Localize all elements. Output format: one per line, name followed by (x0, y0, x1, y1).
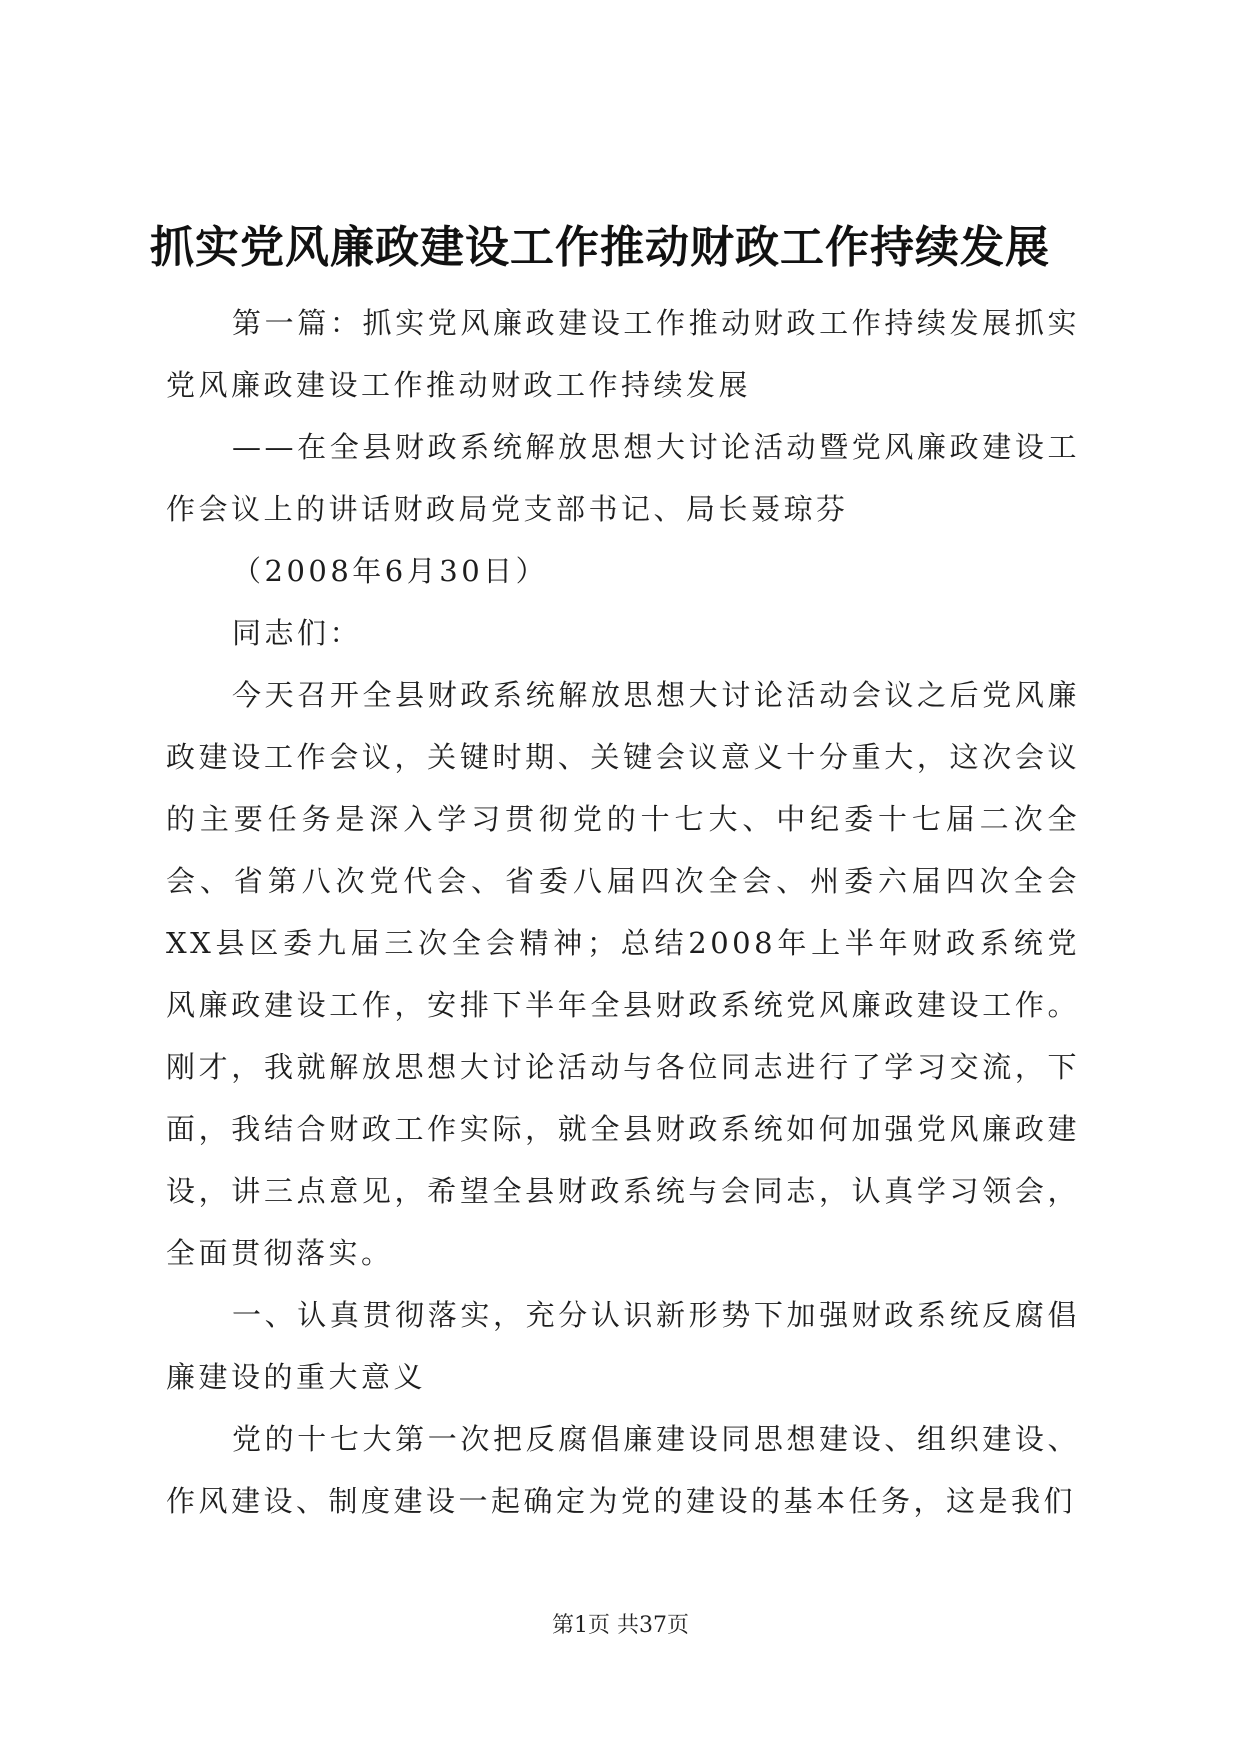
page-footer (0, 1608, 1241, 1639)
document-body (166, 292, 1080, 1532)
paragraph-section-one-heading: 一、认真贯彻落实，充分认识新形势下加强财政系统反腐倡廉建设的重大意义 (166, 1298, 1080, 1394)
page-number-label: 第1页 共37页 (552, 1613, 689, 1638)
paragraph-date: （2008年6月30日） (232, 554, 549, 588)
paragraph-introduction: 今天召开全县财政系统解放思想大讨论活动会议之后党风廉政建设工作会议，关键时期、关键会议意义十分重大，这次会议的主要任务是深入学习贯彻党的十七大、中纪委十七届二次全会、省第八次党代会、省委八届四次全会、州委六届四次全会XX县区委九届三次全会精神；总结2008年上半年财政系统党风廉政建设工作，安排下半年全县财政系统党风廉政建设工作。刚才，我就解放思想大讨论活动与各位同志进行了学习交流，下面，我结合财政工作实际，就全县财政系统如何加强党风廉政建设，讲三点意见，希望全县财政系统与会同志，认真学习领会，全面贯彻落实。 (166, 678, 1080, 1270)
paragraph-section-one-body: 党的十七大第一次把反腐倡廉建设同思想建设、组织建设、作风建设、制度建设一起确定为党的建设的基本任务，这是我们 (166, 1422, 1080, 1518)
document-title: 抓实党风廉政建设工作推动财政工作持续发展 (150, 222, 1050, 273)
paragraph-speech-subtitle: ——在全县财政系统解放思想大讨论活动暨党风廉政建设工作会议上的讲话财政局党支部书记、局长聂琼芬 (166, 430, 1080, 526)
paragraph-salutation: 同志们： (232, 616, 363, 650)
paragraph-heading-first-article: 第一篇：抓实党风廉政建设工作推动财政工作持续发展抓实党风廉政建设工作推动财政工作持续发展 (166, 306, 1080, 402)
